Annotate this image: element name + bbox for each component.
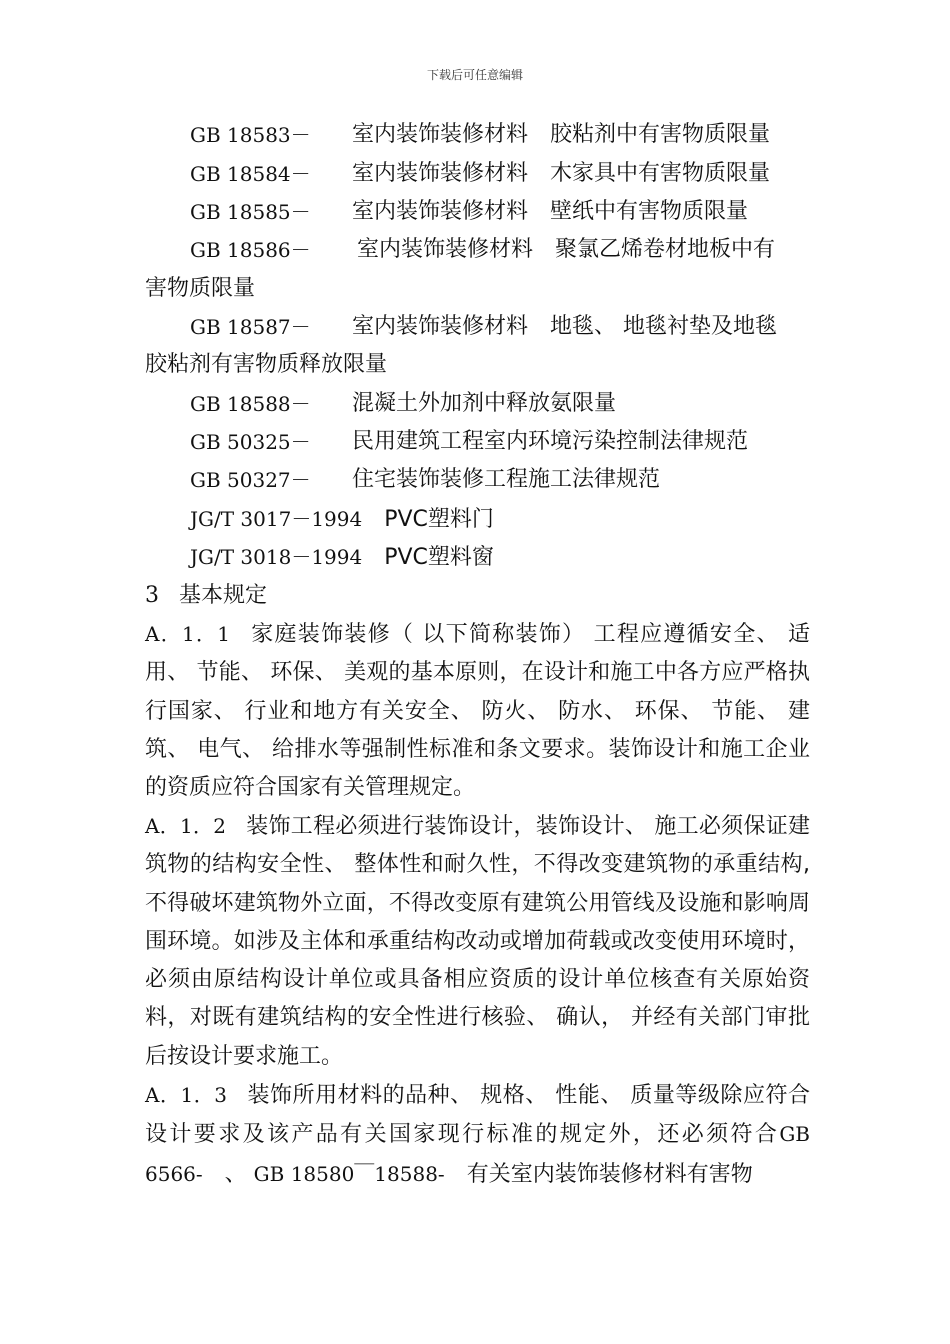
jg-standard-item (190, 538, 494, 576)
standard-code: GB 18588－ (190, 392, 311, 416)
paragraph-text: 家庭装饰装修（ 以下简称装饰） 工程应遵循安全、 适用、 节能、 环保、 美观的基本原则，在设计和施工中各方应严格执行国家、 行业和地方有关安全、 防火、 防水、 环保、 节能、 建筑、 电气、 给排水等强制性标准和条文要求。装饰设计和施工企业的资质应符合国家有关管理规定。 (145, 622, 810, 801)
section-number: 3 (145, 583, 159, 608)
paragraph-a-1-2 (145, 807, 810, 1076)
standard-code: GB 18585－ (190, 200, 311, 224)
standard-code: GB 18584－ (190, 162, 311, 186)
standard-title: 室内装饰装修材料 聚氯乙烯卷材地板中有 (357, 237, 776, 262)
separator-text: 、 (202, 1161, 254, 1187)
standard-title-continuation: 胶粘剂有害物质释放限量 (145, 352, 388, 377)
standard-code: GB 18587－ (190, 315, 311, 339)
paragraph-text: 有关室内装饰装修材料有害物 (444, 1161, 753, 1187)
section-heading (145, 577, 267, 615)
standard-title: 室内装饰装修材料 地毯、 地毯衬垫及地毯 (352, 314, 777, 339)
jg-standard-item (190, 500, 494, 538)
paragraph-label: A．1．1 (145, 622, 230, 646)
page-header-note: 下载后可任意编辑 (426, 68, 523, 82)
standard-code: GB 18586－ (190, 238, 311, 262)
standard-title: 室内装饰装修材料 胶粘剂中有害物质限量 (352, 122, 771, 147)
standard-reference: GB 18580￣18588- (253, 1161, 445, 1186)
paragraph-a-1-3 (145, 1076, 810, 1194)
standard-title: 室内装饰装修材料 壁纸中有害物质限量 (352, 199, 749, 224)
standard-code: GB 50327－ (190, 468, 311, 492)
paragraph-text: 装饰所用材料的品种、 规格、 性能、 质量等级除应符合设计要求及该产品有关国家现行标准的规定外，还必须符合 (145, 1083, 810, 1148)
section-title: 基本规定 (179, 583, 268, 608)
jg-standard-name: PVC塑料门 (384, 507, 494, 532)
standard-reference: GB 6566- (145, 1122, 810, 1186)
paragraph-label: A．1．3 (145, 1083, 227, 1107)
standard-title: 民用建筑工程室内环境污染控制法律规范 (352, 429, 749, 454)
jg-standard-name: PVC塑料窗 (384, 545, 494, 570)
paragraph-a-1-1 (145, 615, 810, 807)
jg-standard-code: JG/T 3018－1994 (190, 545, 363, 569)
standard-code: GB 50325－ (190, 430, 311, 454)
jg-standard-code: JG/T 3017－1994 (190, 507, 363, 531)
standard-title-continuation: 害物质限量 (145, 276, 256, 301)
standard-code: GB 18583－ (190, 123, 311, 147)
standard-title: 住宅装饰装修工程施工法律规范 (352, 467, 661, 492)
paragraph-label: A．1．2 (145, 814, 226, 838)
standard-title: 室内装饰装修材料 木家具中有害物质限量 (352, 161, 771, 186)
paragraph-text: 装饰工程必须进行装饰设计，装饰设计、 施工必须保证建筑物的结构安全性、 整体性和耐久性，不得改变建筑物的承重结构,不得破坏建筑物外立面，不得改变原有建筑公用管线及设施和影响周围环境。如涉及主体和承重结构改动或增加荷载或改变使用环境时，必须由原结构设计单位或具备相应资质的设计单位核查有关原始资料，对既有建筑结构的安全性进行核验、 确认， 并经有关部门审批后按设计要求施工。 (145, 814, 810, 1069)
standard-title: 混凝土外加剂中释放氨限量 (352, 391, 617, 416)
